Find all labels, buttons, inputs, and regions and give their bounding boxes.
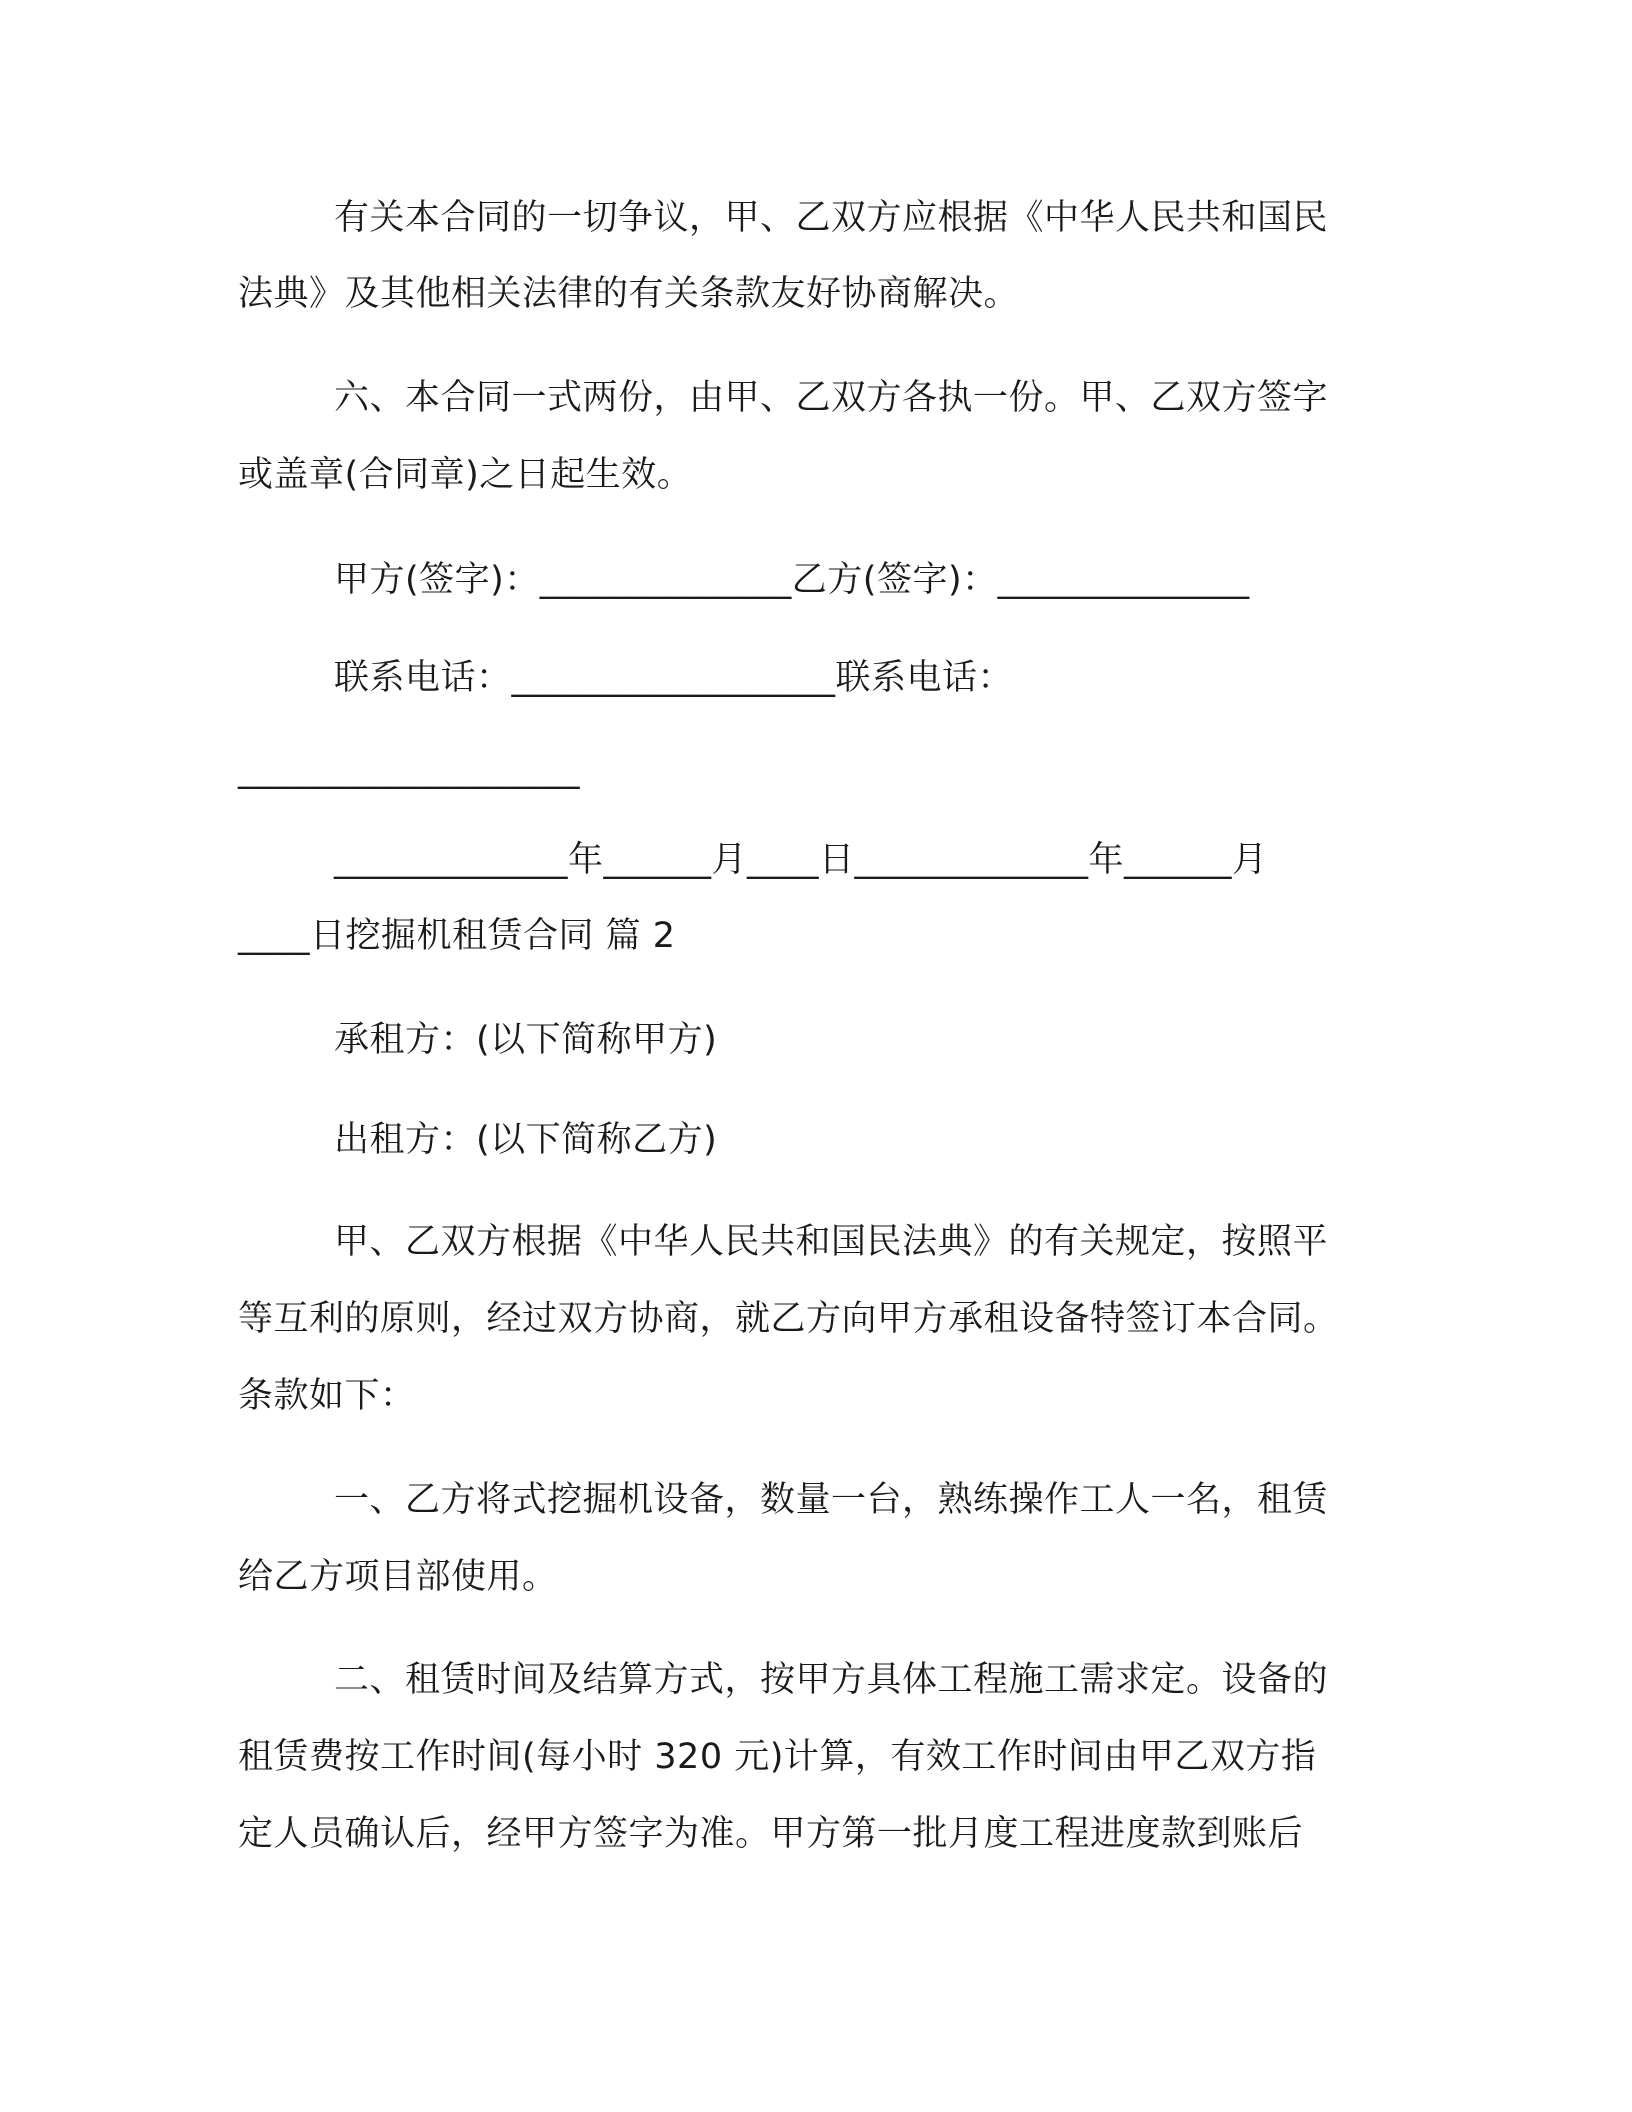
phone-line: 联系电话：__________________联系电话： (334, 658, 1014, 698)
clause-one-line-1: 一、乙方将式挖掘机设备，数量一台，熟练操作工人一名，租赁 (334, 1480, 1329, 1520)
preamble-line-3: 条款如下： (238, 1376, 416, 1416)
paragraph-dispute-line-1: 有关本合同的一切争议，甲、乙双方应根据《中华人民共和国民 (334, 198, 1329, 238)
clause-two-line-1: 二、租赁时间及结算方式，按甲方具体工程施工需求定。设备的 (334, 1660, 1329, 1700)
paragraph-dispute-line-2: 法典》及其他相关法律的有关条款友好协商解决。 (238, 274, 1020, 314)
phone-blank-line: ___________________ (238, 750, 580, 790)
signature-line: 甲方(签字)：______________乙方(签字)：______________ (334, 560, 1250, 600)
preamble-line-1: 甲、乙双方根据《中华人民共和国民法典》的有关规定，按照平 (334, 1222, 1329, 1262)
date-line: _____________年______月____日_____________年______月 (334, 840, 1268, 880)
lessee-line: 承租方：(以下简称甲方) (334, 1020, 718, 1060)
clause-six-line-1: 六、本合同一式两份，由甲、乙双方各执一份。甲、乙双方签字 (334, 378, 1329, 418)
clause-six-line-2: 或盖章(合同章)之日起生效。 (238, 455, 693, 495)
preamble-line-2: 等互利的原则，经过双方协商，就乙方向甲方承租设备特签订本合同。 (238, 1299, 1339, 1339)
clause-one-line-2: 给乙方项目部使用。 (238, 1557, 558, 1597)
clause-two-line-2: 租赁费按工作时间(每小时 320 元)计算，有效工作时间由甲乙双方指 (238, 1737, 1317, 1777)
clause-two-line-3: 定人员确认后，经甲方签字为准。甲方第一批月度工程进度款到账后 (238, 1814, 1304, 1854)
lessor-line: 出租方：(以下简称乙方) (334, 1120, 718, 1160)
section-title-line: ____日挖掘机租赁合同 篇 2 (238, 916, 676, 956)
